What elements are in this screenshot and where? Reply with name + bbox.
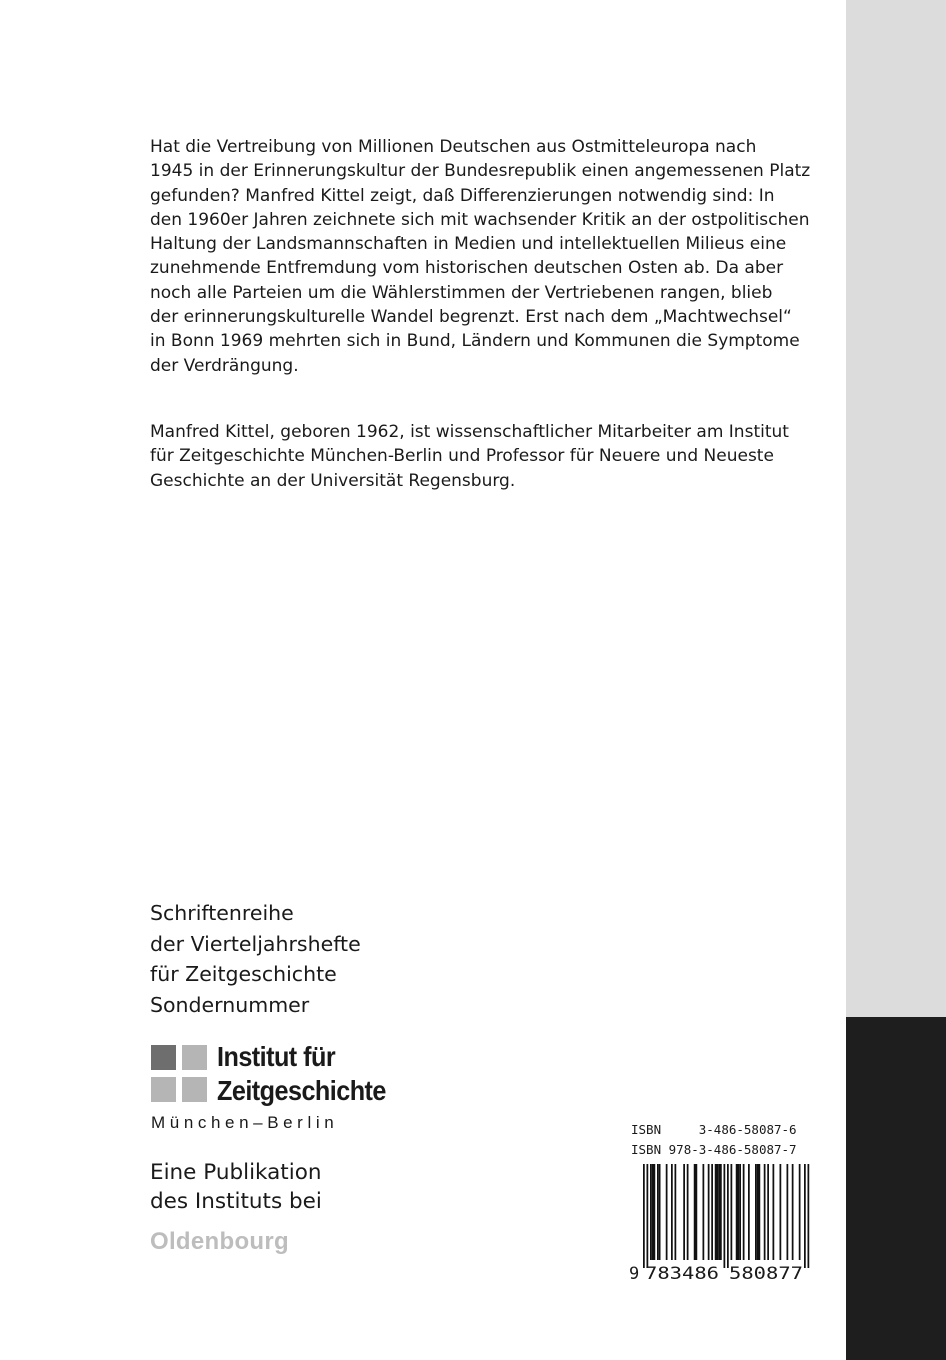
bio-line: für Zeitgeschichte München-Berlin und Professor für Neuere und Neueste <box>150 446 774 467</box>
logo-name-line1: Institut für <box>217 1041 336 1072</box>
barcode-bar <box>748 1164 750 1260</box>
institute-logo <box>151 1041 411 1140</box>
blurb-line: 1945 in der Erinnerungskultur der Bundesrepublik einen angemessenen Platz <box>150 161 811 182</box>
barcode-bar <box>720 1164 722 1260</box>
blurb-line: den 1960er Jahren zeichnete sich mit wachsender Kritik an der ostpolitischen <box>150 209 810 230</box>
isbn13-value: 978-3-486-58087-7 <box>668 1142 797 1157</box>
barcode-bar <box>724 1164 726 1268</box>
barcode-bar <box>757 1164 759 1260</box>
barcode-bar <box>666 1164 668 1260</box>
blurb-line: noch alle Parteien um die Wählerstimmen der Vertriebenen rangen, blieb <box>150 282 773 303</box>
barcode-bar <box>659 1164 661 1260</box>
barcode-bar <box>738 1164 740 1260</box>
publication-line2: des Instituts bei <box>150 1189 322 1214</box>
barcode-bar <box>799 1164 801 1260</box>
logo-square-icon <box>151 1077 176 1102</box>
blurb-line: gefunden? Manfred Kittel zeigt, daß Differenzierungen notwendig sind: In <box>150 185 775 206</box>
barcode-bars <box>643 1164 809 1268</box>
barcode-bar <box>654 1164 656 1260</box>
logo-city: München–Berlin <box>151 1113 339 1132</box>
barcode-bar <box>773 1164 775 1260</box>
barcode-bar <box>643 1164 645 1268</box>
barcode-bar <box>808 1164 810 1268</box>
barcode-bar <box>694 1164 696 1260</box>
logo-wordmark <box>217 1040 386 1108</box>
logo-square-icon <box>182 1077 207 1102</box>
barcode-bar <box>687 1164 689 1260</box>
series-line: Sondernummer <box>150 992 310 1017</box>
blurb-line: der Verdrängung. <box>150 355 299 376</box>
barcode-first-digit: 9 <box>629 1264 640 1282</box>
barcode-bar <box>718 1164 720 1260</box>
barcode-bar <box>736 1164 738 1260</box>
barcode-bar <box>696 1164 698 1260</box>
barcode-bar <box>717 1164 719 1260</box>
barcode-bar <box>759 1164 761 1260</box>
barcode-left-digits: 783486 <box>645 1264 719 1282</box>
isbn10-label: ISBN <box>631 1122 662 1137</box>
barcode-bar <box>804 1164 806 1268</box>
barcode-bar <box>708 1164 710 1260</box>
series-line: der Vierteljahrshefte <box>150 931 361 956</box>
barcode-bar <box>764 1164 766 1260</box>
publication-note <box>150 1158 322 1216</box>
blurb-paragraph <box>150 135 830 378</box>
barcode-bar <box>731 1164 733 1260</box>
barcode-bar <box>767 1164 769 1260</box>
logo-name-line2: Zeitgeschichte <box>217 1075 386 1106</box>
barcode-bar <box>647 1164 649 1268</box>
blurb-line: der erinnerungskulturelle Wandel begrenzt. Erst nach dem „Machtwechsel“ <box>150 307 792 328</box>
logo-square-icon <box>182 1045 207 1070</box>
barcode-bar <box>703 1164 705 1260</box>
barcode-bar <box>715 1164 717 1260</box>
barcode-bar <box>657 1164 659 1260</box>
blurb-line: zunehmende Entfremdung vom historischen deutschen Osten ab. Da aber <box>150 258 784 279</box>
bio-line: Geschichte an der Universität Regensburg. <box>150 470 516 491</box>
isbn-block <box>631 1120 797 1160</box>
barcode-bar <box>787 1164 789 1260</box>
logo-square-icon <box>151 1045 176 1070</box>
isbn-barcode <box>629 1162 813 1282</box>
spine-dark-band <box>846 1017 946 1360</box>
bio-line: Manfred Kittel, geboren 1962, ist wissenschaftlicher Mitarbeiter am Institut <box>150 422 789 442</box>
publisher-name: Oldenbourg <box>150 1228 289 1255</box>
barcode-bar <box>727 1164 729 1268</box>
barcode-bar <box>780 1164 782 1260</box>
blurb-line: Haltung der Landsmannschaften in Medien und intellektuellen Milieus eine <box>150 234 787 255</box>
barcode-bar <box>739 1164 741 1260</box>
publication-line1: Eine Publikation <box>150 1160 322 1185</box>
barcode-bar <box>743 1164 745 1260</box>
barcode-bar <box>711 1164 713 1260</box>
author-bio-paragraph <box>150 420 830 493</box>
barcode-bar <box>650 1164 652 1260</box>
barcode-bar <box>671 1164 673 1260</box>
series-line: für Zeitgeschichte <box>150 962 337 986</box>
barcode-right-digits: 580877 <box>729 1264 803 1282</box>
blurb-line: Hat die Vertreibung von Millionen Deutschen aus Ostmitteleuropa nach <box>150 137 757 157</box>
barcode-bar <box>675 1164 677 1260</box>
isbn13-label: ISBN <box>631 1142 662 1157</box>
isbn10-value: 3-486-58087-6 <box>698 1122 797 1137</box>
blurb-line: in Bonn 1969 mehrten sich in Bund, Ländern und Kommunen die Symptome <box>150 331 800 352</box>
spine-light-band <box>846 0 946 1017</box>
barcode-bar <box>652 1164 654 1260</box>
barcode-bar <box>755 1164 757 1260</box>
barcode-bar <box>683 1164 685 1260</box>
series-line: Schriftenreihe <box>150 901 294 925</box>
series-title <box>150 898 361 1020</box>
barcode-bar <box>792 1164 794 1260</box>
